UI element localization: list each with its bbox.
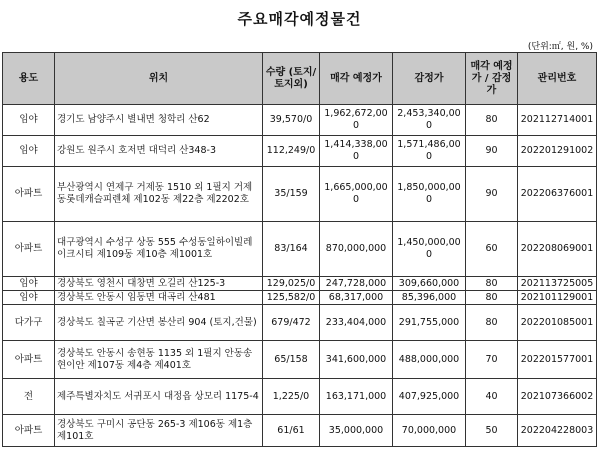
header-sale-price: 매각 예정가 <box>320 53 393 105</box>
cell-ratio: 80 <box>466 105 518 136</box>
cell-ratio: 80 <box>466 305 518 341</box>
cell-use: 아파트 <box>3 415 55 447</box>
cell-area: 39,570/0 <box>263 105 320 136</box>
table-row <box>3 136 597 167</box>
cell-use: 임야 <box>3 105 55 136</box>
cell-mgmt-no: 202101129001 <box>518 291 597 305</box>
header-location: 위치 <box>55 53 263 105</box>
cell-area: 61/61 <box>263 415 320 447</box>
table-row <box>3 415 597 447</box>
cell-ratio: 40 <box>466 379 518 415</box>
cell-location: 경기도 남양주시 별내면 청학리 산62 <box>55 105 263 136</box>
cell-use: 다가구 <box>3 305 55 341</box>
cell-mgmt-no: 202107366002 <box>518 379 597 415</box>
table-row <box>3 291 597 305</box>
cell-sale-price: 163,171,000 <box>320 379 393 415</box>
cell-use: 임야 <box>3 291 55 305</box>
cell-appraisal: 291,755,000 <box>393 305 466 341</box>
cell-sale-price: 247,728,000 <box>320 277 393 291</box>
cell-ratio: 80 <box>466 291 518 305</box>
cell-area: 65/158 <box>263 341 320 379</box>
cell-location: 부산광역시 연제구 거제동 1510 외 1필지 거제동롯데캐슬피렌체 제102동 제22층 제2202호 <box>55 167 263 222</box>
cell-area: 1,225/0 <box>263 379 320 415</box>
cell-area: 112,249/0 <box>263 136 320 167</box>
cell-ratio: 90 <box>466 167 518 222</box>
cell-location: 경상북도 안동시 임동면 대곡리 산481 <box>55 291 263 305</box>
cell-ratio: 90 <box>466 136 518 167</box>
cell-mgmt-no: 202201577001 <box>518 341 597 379</box>
table-row <box>3 379 597 415</box>
cell-mgmt-no: 202113725005 <box>518 277 597 291</box>
cell-ratio: 80 <box>466 277 518 291</box>
cell-sale-price: 1,962,672,000 <box>320 105 393 136</box>
table-row <box>3 167 597 222</box>
cell-appraisal: 1,450,000,000 <box>393 222 466 277</box>
cell-mgmt-no: 202201291002 <box>518 136 597 167</box>
cell-use: 아파트 <box>3 222 55 277</box>
unit-note: (단위:㎡, 원, %) <box>527 42 593 52</box>
page-title: 주요매각예정물건 <box>237 10 362 28</box>
cell-ratio: 70 <box>466 341 518 379</box>
cell-appraisal: 70,000,000 <box>393 415 466 447</box>
cell-location: 경상북도 구미시 공단동 265-3 제106동 제1층 제101호 <box>55 415 263 447</box>
table-row <box>3 105 597 136</box>
cell-sale-price: 1,665,000,000 <box>320 167 393 222</box>
cell-sale-price: 233,404,000 <box>320 305 393 341</box>
cell-mgmt-no: 202112714001 <box>518 105 597 136</box>
cell-use: 임야 <box>3 277 55 291</box>
cell-appraisal: 488,000,000 <box>393 341 466 379</box>
cell-location: 경상북도 칠곡군 기산면 봉산리 904 (토지,건물) <box>55 305 263 341</box>
cell-area: 35/159 <box>263 167 320 222</box>
cell-location: 제주특별자치도 서귀포시 대정읍 상모리 1175-4 <box>55 379 263 415</box>
cell-use: 아파트 <box>3 167 55 222</box>
cell-appraisal: 1,850,000,000 <box>393 167 466 222</box>
table-row <box>3 341 597 379</box>
header-area: 수량 (토지/ 토지외) <box>263 53 320 105</box>
cell-use: 아파트 <box>3 341 55 379</box>
cell-mgmt-no: 202201085001 <box>518 305 597 341</box>
cell-sale-price: 1,414,338,000 <box>320 136 393 167</box>
cell-sale-price: 870,000,000 <box>320 222 393 277</box>
cell-appraisal: 85,396,000 <box>393 291 466 305</box>
cell-ratio: 50 <box>466 415 518 447</box>
cell-location: 경상북도 영천시 대창면 오길리 산125-3 <box>55 277 263 291</box>
cell-sale-price: 341,600,000 <box>320 341 393 379</box>
header-ratio: 매각 예정가 / 감정가 <box>466 53 518 105</box>
header-row <box>3 53 597 105</box>
header-appraisal: 감정가 <box>393 53 466 105</box>
cell-location: 경상북도 안동시 송현동 1135 외 1필지 안동송현이안 제107동 제4층 제401호 <box>55 341 263 379</box>
cell-ratio: 60 <box>466 222 518 277</box>
cell-appraisal: 1,571,486,000 <box>393 136 466 167</box>
cell-area: 83/164 <box>263 222 320 277</box>
property-table <box>2 52 597 447</box>
cell-mgmt-no: 202204228003 <box>518 415 597 447</box>
cell-appraisal: 2,453,340,000 <box>393 105 466 136</box>
cell-location: 대구광역시 수성구 상동 555 수성동일하이빌레이크시티 제109동 제10층 제1001호 <box>55 222 263 277</box>
table-row <box>3 277 597 291</box>
header-mgmt-no: 관리번호 <box>518 53 597 105</box>
cell-area: 679/472 <box>263 305 320 341</box>
cell-area: 129,025/0 <box>263 277 320 291</box>
header-use: 용도 <box>3 53 55 105</box>
cell-location: 강원도 원주시 호저면 대덕리 산348-3 <box>55 136 263 167</box>
cell-appraisal: 309,660,000 <box>393 277 466 291</box>
table-row <box>3 305 597 341</box>
cell-use: 전 <box>3 379 55 415</box>
cell-sale-price: 68,317,000 <box>320 291 393 305</box>
cell-appraisal: 407,925,000 <box>393 379 466 415</box>
cell-area: 125,582/0 <box>263 291 320 305</box>
table-row <box>3 222 597 277</box>
cell-mgmt-no: 202208069001 <box>518 222 597 277</box>
cell-mgmt-no: 202206376001 <box>518 167 597 222</box>
cell-sale-price: 35,000,000 <box>320 415 393 447</box>
cell-use: 임야 <box>3 136 55 167</box>
